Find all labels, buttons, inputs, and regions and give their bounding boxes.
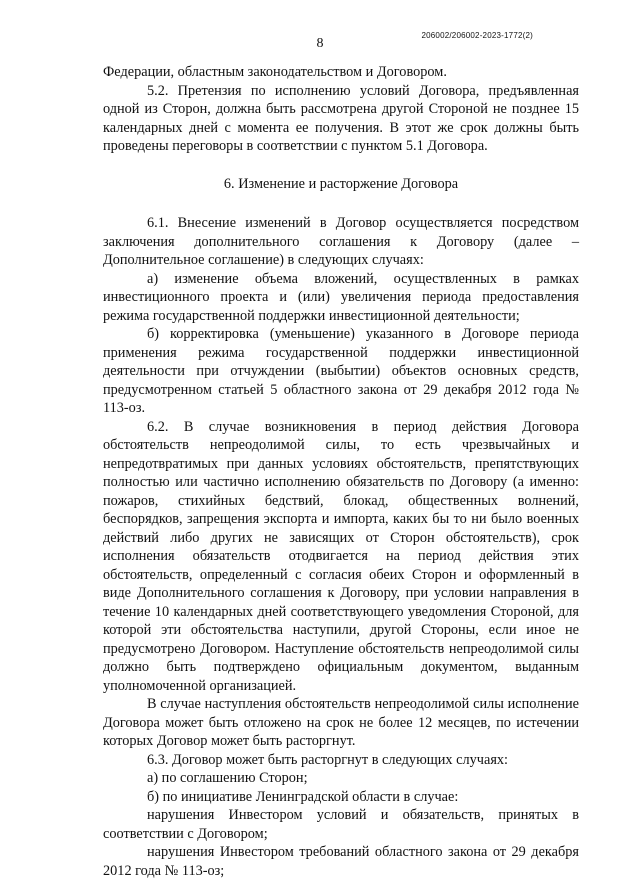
- paragraph-6-2-force-majeure: В случае наступления обстоятельств непреодолимой силы исполнение Договора может быть отложено на срок не более 12 месяцев, по истечении которых Договор может быть расторгнут.: [103, 696, 579, 749]
- paragraph-6-1-b: б) корректировка (уменьшение) указанного в Договоре периода применения режима государственной поддержки инвестиционной деятельности при отчуждении (выбытии) объектов основных средств, предусмотренном статьей 5 областного закона от 29 декабря 2012 года № 113-оз.: [103, 326, 579, 416]
- paragraph-6-3-b-item-1: нарушения Инвестором условий и обязательств, принятых в соответствии с Договором;: [103, 807, 579, 842]
- section-6-heading: 6. Изменение и расторжение Договора: [223, 175, 459, 192]
- document-body: [103, 63, 579, 880]
- paragraph-6-3: 6.3. Договор может быть расторгнут в следующих случаях:: [147, 751, 509, 768]
- paragraph-6-3-b-item-2: нарушения Инвестором требований областного закона от 29 декабря 2012 года № 113-оз;: [103, 844, 579, 879]
- document-id: 206002/206002-2023-1772(2): [421, 31, 533, 40]
- paragraph-continuation: Федерации, областным законодательством и Договором.: [103, 64, 447, 80]
- paragraph-6-1: 6.1. Внесение изменений в Договор осуществляется посредством заключения дополнительного соглашения к Договору (далее – Дополнительное соглашение) в следующих случаях:: [103, 215, 579, 268]
- paragraph-6-3-a: а) по соглашению Сторон;: [147, 770, 308, 786]
- page-number: 8: [316, 36, 324, 51]
- paragraph-6-3-b: б) по инициативе Ленинградской области в случае:: [147, 788, 459, 805]
- paragraph-6-1-a: а) изменение объема вложений, осуществленных в рамках инвестиционного проекта и (или) увеличения периода предоставления режима государственной поддержки инвестиционной деятельности;: [103, 270, 579, 324]
- paragraph-6-2: 6.2. В случае возникновения в период действия Договора обстоятельств непреодолимой силы, то есть чрезвычайных и непредотвратимых при данных условиях обстоятельств, препятствующих полностью или частично исполнению обязательств по Договору (а именно: пожаров, стихийных бедствий, блокад, общественных волнений, беспорядков, запрещения экспорта и импорта, каких бы то ни было военных действий либо других не зависящих от Сторон обстоятельств), срок исполнения обязательств отодвигается на период действия этих обстоятельств, определенный с согласия обеих Сторон и оформленный в виде Дополнительного соглашения к Договору, при условии направления в течение 10 календарных дней соответствующего уведомления Стороной, для которой эти обстоятельства наступили, другой Стороны, если иное не предусмотрено Договором. Наступление обстоятельств непреодолимой силы должно быть подтверждено официальным документом, выданным уполномоченной организацией.: [103, 418, 579, 694]
- paragraph-5-2: 5.2. Претензия по исполнению условий Договора, предъявленная одной из Сторон, должна быть рассмотрена другой Стороной не позднее 15 календарных дней с момента ее получения. В этот же срок должны быть проведены переговоры в соответствии с пунктом 5.1 Договора.: [103, 82, 579, 154]
